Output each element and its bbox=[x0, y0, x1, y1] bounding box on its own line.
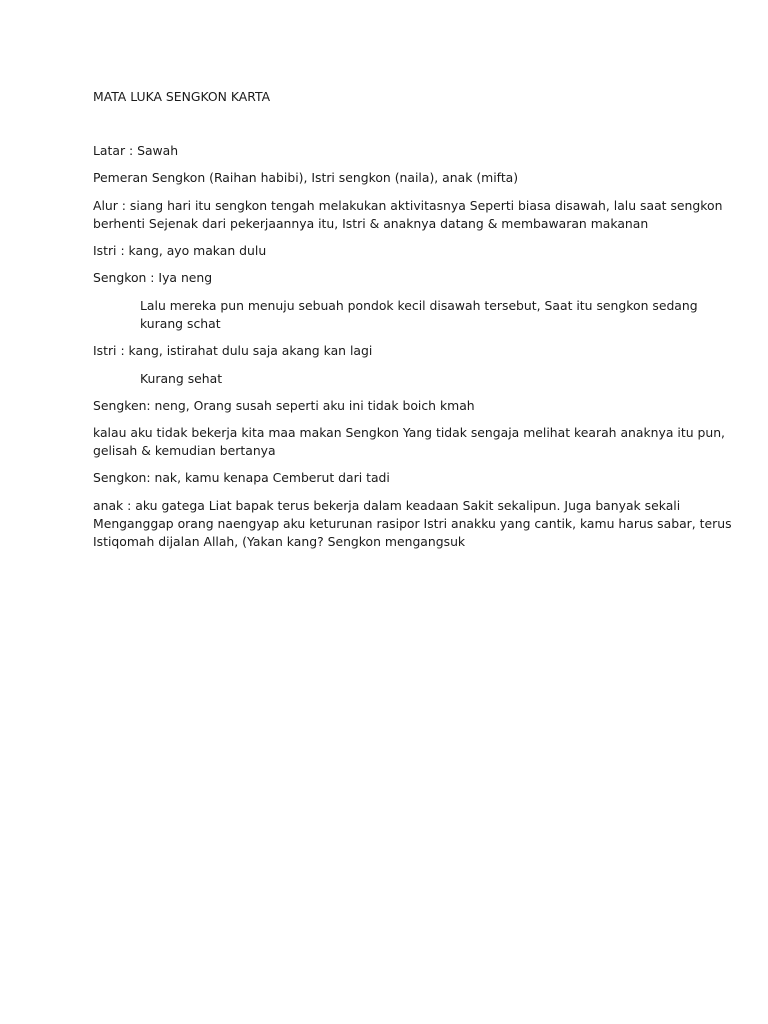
narration-1-line-1: Lalu mereka pun menuju sebuah pondok kecil disawah tersebut, Saat itu sengkon sedang bbox=[140, 298, 698, 313]
document-title: MATA LUKA SENGKON KARTA bbox=[93, 89, 271, 104]
paragraph-cast: Pemeran Sengkon (Raihan habibi), Istri sengkon (naila), anak (mifta) bbox=[93, 170, 519, 185]
dialogue-sengkon-2: Sengken: neng, Orang susah seperti aku ini tidak boich kmah bbox=[93, 398, 475, 413]
dialogue-wife-2-continued: Kurang sehat bbox=[140, 371, 223, 386]
narration-2-line-1: kalau aku tidak bekerja kita maa makan Sengkon Yang tidak sengaja melihat kearah anaknya itu pun, bbox=[93, 425, 725, 440]
dialogue-child-line-1: anak : aku gatega Liat bapak terus bekerja dalam keadaan Sakit sekalipun. Juga banyak sekali bbox=[93, 498, 681, 513]
paragraph-setting: Latar : Sawah bbox=[93, 143, 179, 158]
dialogue-sengkon-3: Sengkon: nak, kamu kenapa Cemberut dari tadi bbox=[93, 470, 390, 485]
narration-2-line-2: gelisah & kemudian bertanya bbox=[93, 443, 276, 458]
dialogue-child-line-3: Istiqomah dijalan Allah, (Yakan kang? Sengkon mengangsuk bbox=[93, 534, 466, 549]
paragraph-plot-line-2: berhenti Sejenak dari pekerjaannya itu, Istri & anaknya datang & membawaran makanan bbox=[93, 216, 649, 231]
dialogue-wife-2: Istri : kang, istirahat dulu saja akang kan lagi bbox=[93, 343, 373, 358]
dialogue-wife-1: Istri : kang, ayo makan dulu bbox=[93, 243, 267, 258]
paragraph-plot-line-1: Alur : siang hari itu sengkon tengah melakukan aktivitasnya Seperti biasa disawah, lalu saat sengkon bbox=[93, 198, 723, 213]
dialogue-sengkon-1: Sengkon : Iya neng bbox=[93, 270, 213, 285]
narration-1-line-2: kurang schat bbox=[140, 316, 221, 331]
dialogue-child-line-2: Menganggap orang naengyap aku keturunan rasipor Istri anakku yang cantik, kamu harus sabar, terus bbox=[93, 516, 732, 531]
